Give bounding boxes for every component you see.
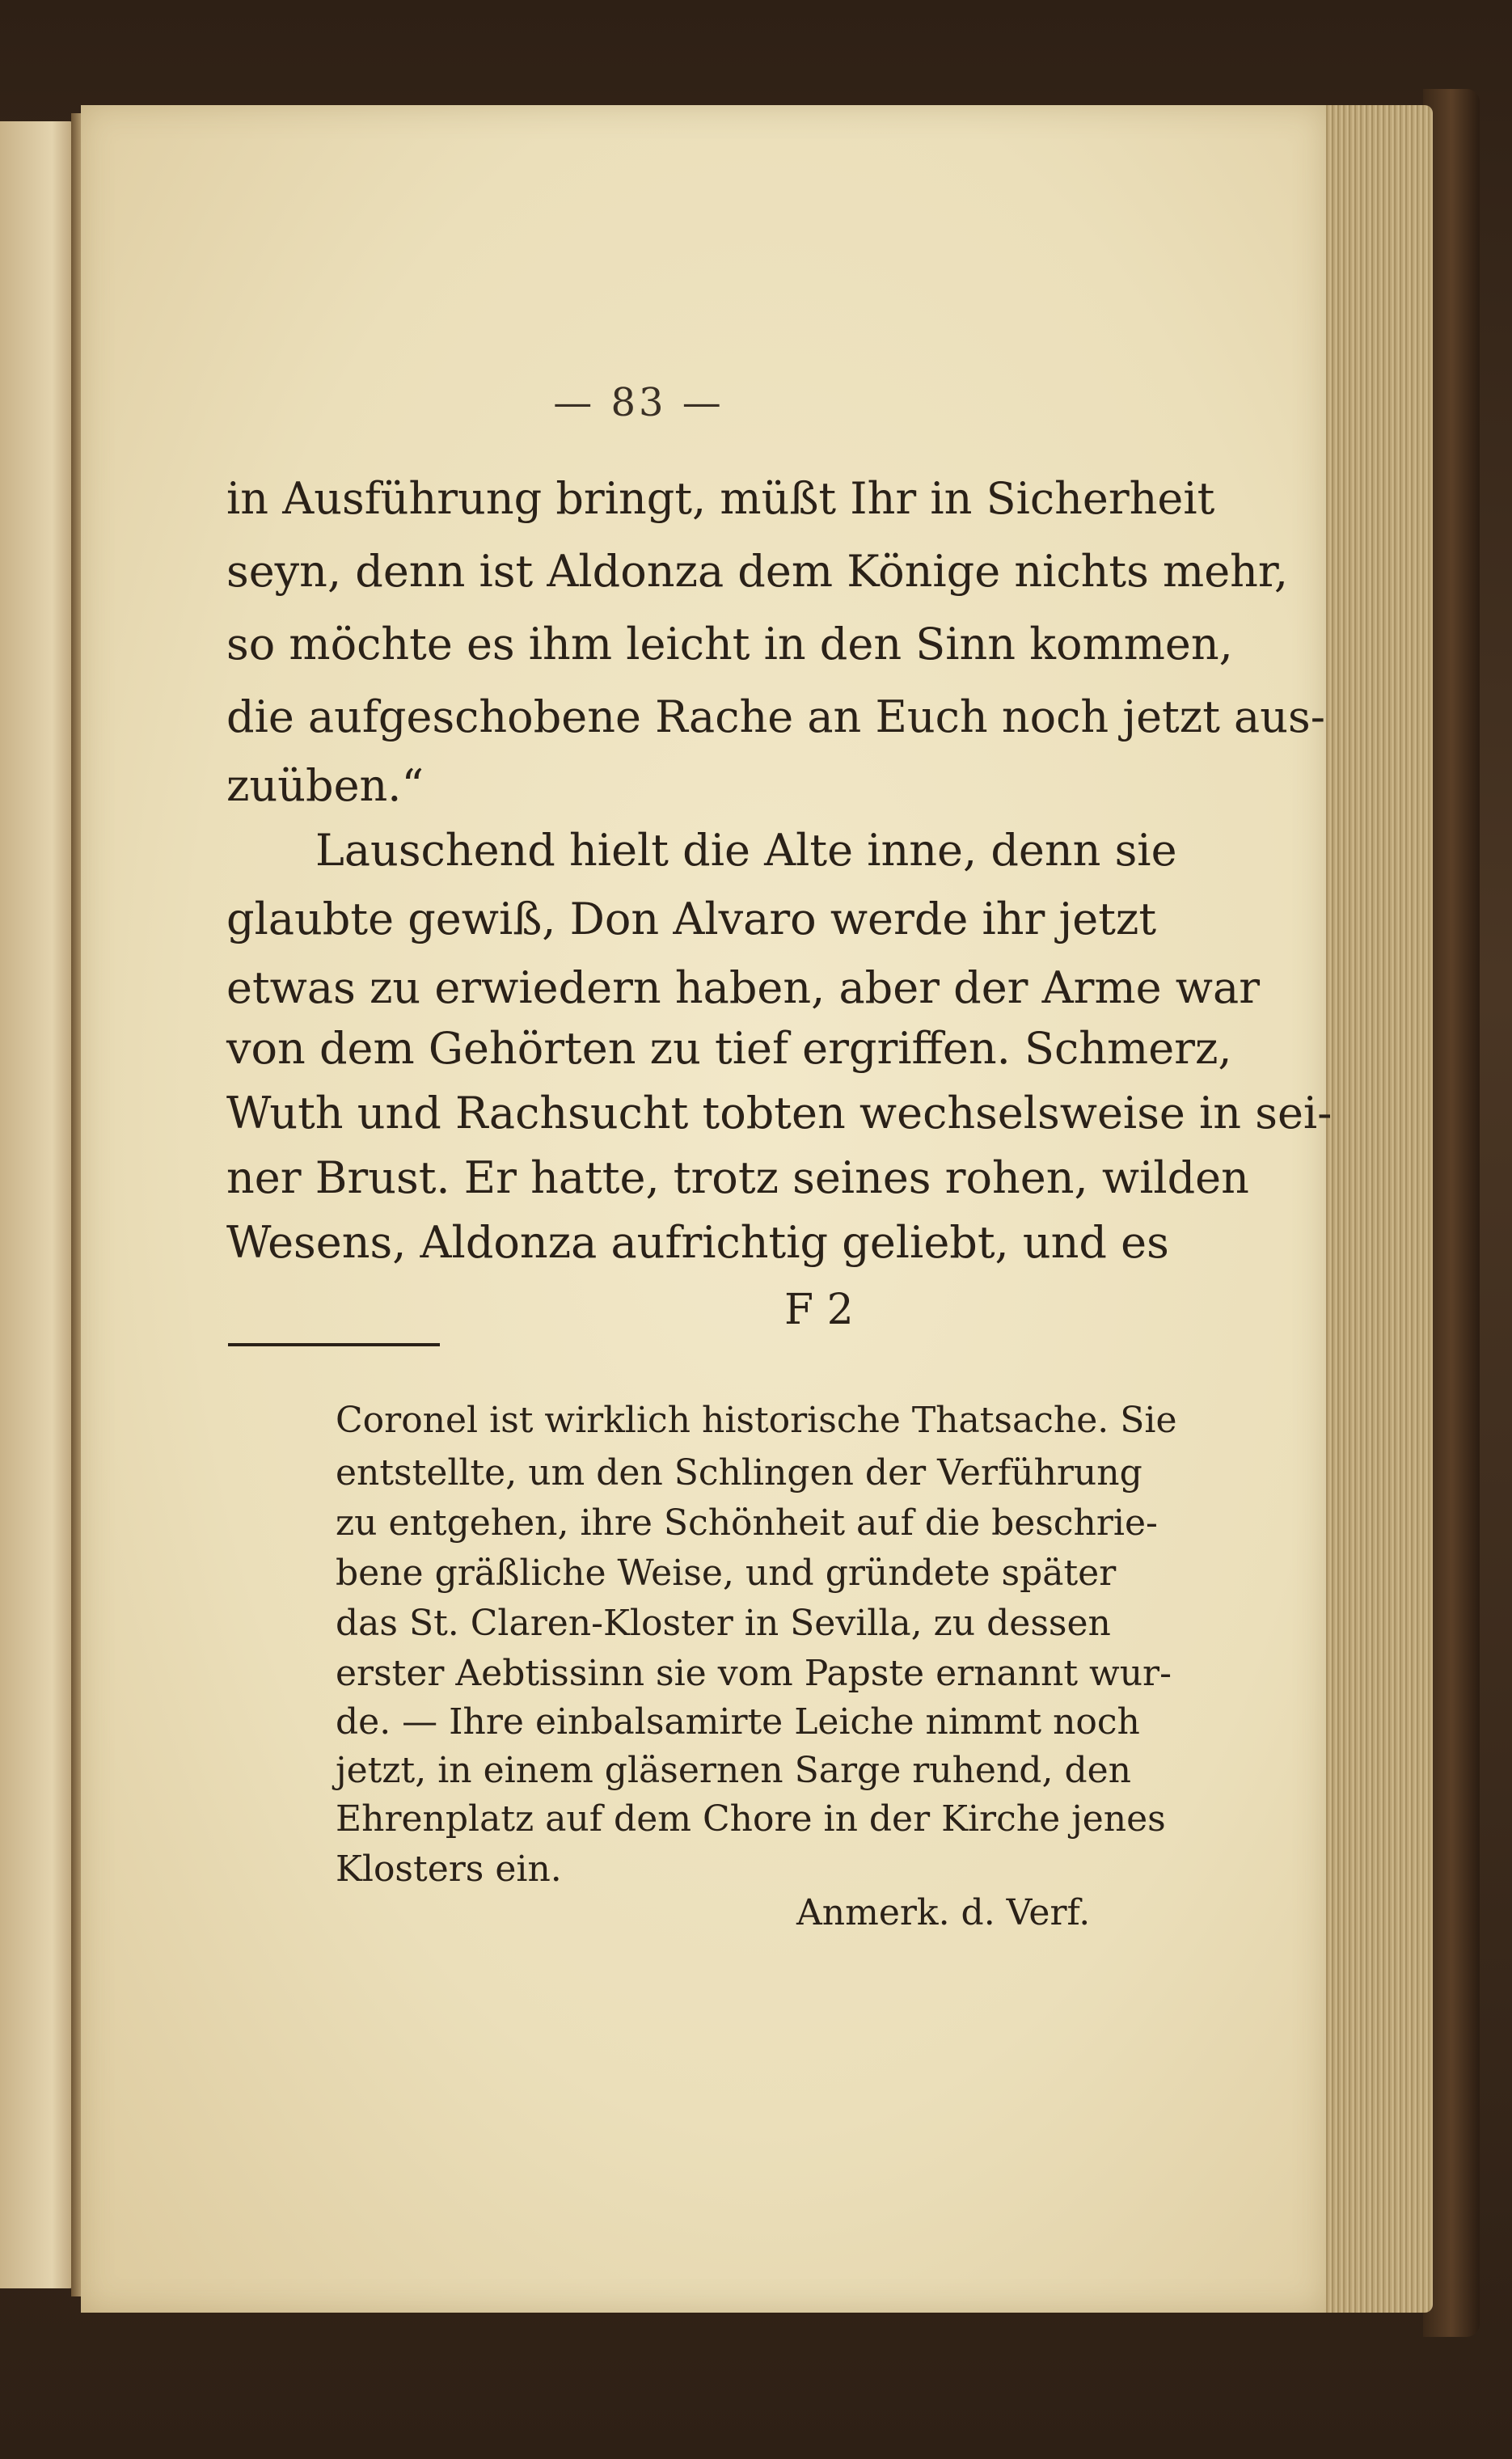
page-number-header: — 83 — — [553, 380, 724, 425]
footnote-rule — [228, 1343, 440, 1346]
footnote-line: erster Aebtissinn sie vom Papste ernannt wur- — [336, 1653, 1172, 1694]
footnote-attribution: Anmerk. d. Verf. — [796, 1892, 1091, 1933]
footnote-line: jetzt, in einem gläsernen Sarge ruhend, den — [336, 1750, 1131, 1791]
signature-mark: F 2 — [784, 1286, 854, 1334]
footnote-line: Ehrenplatz auf dem Chore in der Kirche jenes — [336, 1798, 1166, 1840]
body-line: etwas zu erwiedern haben, aber der Arme war — [226, 962, 1261, 1013]
facing-page-edge — [0, 121, 74, 2288]
footnote-line: de. — Ihre einbalsamirte Leiche nimmt noch — [336, 1701, 1140, 1743]
page-block-edges — [1311, 105, 1433, 2313]
footnote-line: zu entgehen, ihre Schönheit auf die beschrie- — [336, 1502, 1158, 1544]
body-line: seyn, denn ist Aldonza dem Könige nichts mehr, — [226, 546, 1288, 597]
footnote-line: bene gräßliche Weise, und gründete später — [336, 1553, 1117, 1594]
body-line: die aufgeschobene Rache an Euch noch jetzt aus- — [226, 691, 1325, 742]
footnote-line: entstellte, um den Schlingen der Verführung — [336, 1452, 1142, 1494]
body-line: in Ausführung bringt, müßt Ihr in Sicherheit — [226, 473, 1215, 524]
footnote-line: das St. Claren-Kloster in Sevilla, zu dessen — [336, 1603, 1111, 1644]
book-page — [81, 105, 1326, 2313]
body-line: von dem Gehörten zu tief ergriffen. Schmerz, — [226, 1023, 1232, 1074]
body-line: ner Brust. Er hatte, trotz seines rohen, wilden — [226, 1152, 1249, 1203]
body-line: Wesens, Aldonza aufrichtig geliebt, und es — [226, 1217, 1169, 1268]
body-line: zuüben.“ — [226, 760, 424, 811]
body-line: glaubte gewiß, Don Alvaro werde ihr jetzt — [226, 894, 1157, 944]
body-line: so möchte es ihm leicht in den Sinn kommen, — [226, 619, 1233, 670]
footnote-line: Klosters ein. — [336, 1848, 562, 1890]
body-line: Lauschend hielt die Alte inne, denn sie — [315, 825, 1177, 876]
footnote-line: Coronel ist wirklich historische Thatsache. Sie — [336, 1400, 1177, 1441]
body-line: Wuth und Rachsucht tobten wechselsweise in sei- — [226, 1088, 1333, 1139]
